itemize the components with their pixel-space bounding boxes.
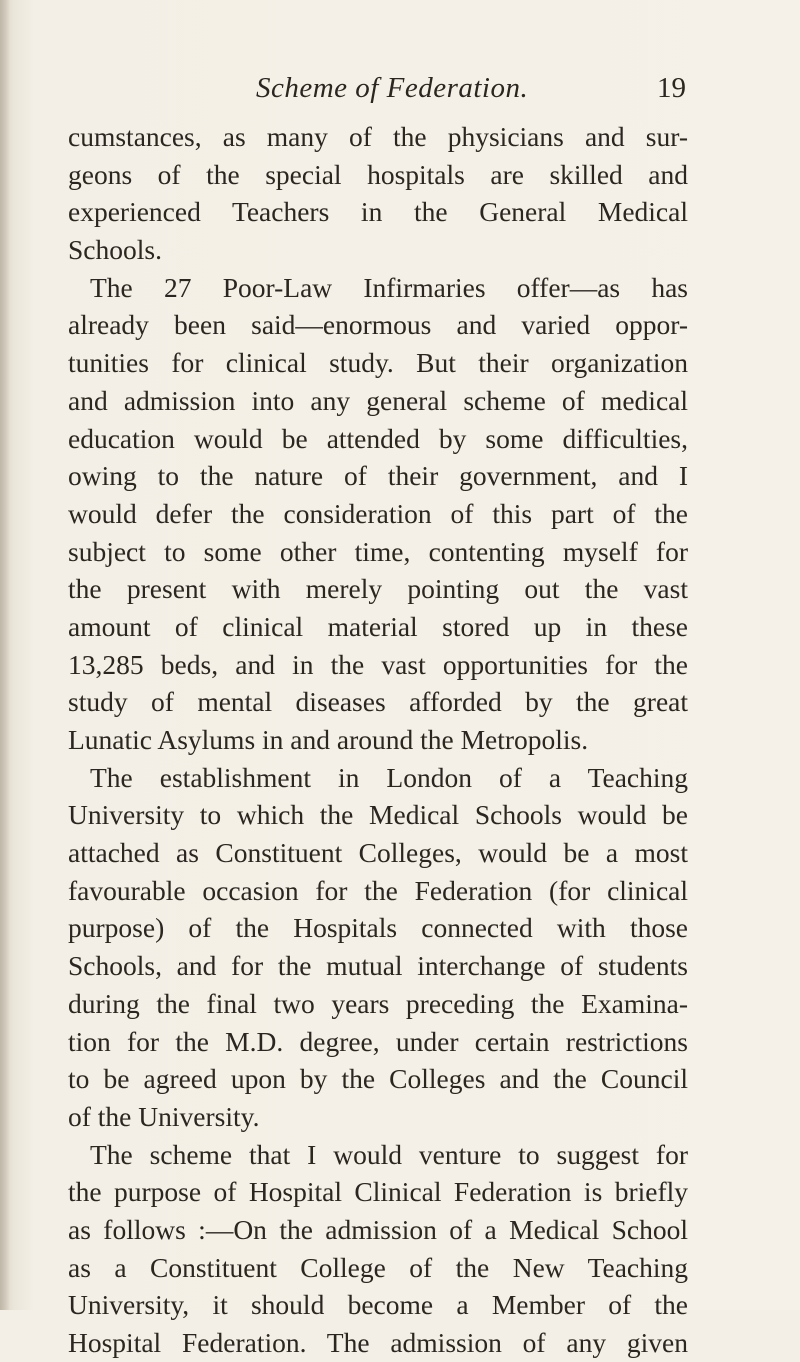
text-line: purpose) of the Hospitals connected with those (68, 912, 688, 944)
text-line: attached as Constituent Colleges, would be a most (68, 837, 688, 869)
text-line: the present with merely pointing out the vast (68, 573, 688, 605)
text-line: favourable occasion for the Federation (for clinical (68, 874, 688, 906)
text-line: tunities for clinical study. But their organization (68, 347, 688, 379)
text-line: the purpose of Hospital Clinical Federation is briefly (68, 1176, 688, 1208)
text-line: of the University. (68, 1100, 260, 1132)
page-gutter-shadow (0, 0, 10, 1310)
text-line: already been said—enormous and varied oppor- (68, 309, 688, 341)
text-line: 13,285 beds, and in the vast opportunities for the (68, 648, 688, 680)
text-line: during the final two years preceding the Examina- (68, 987, 688, 1019)
text-line: education would be attended by some difficulties, (68, 422, 688, 454)
text-line: subject to some other time, contenting myself for (68, 535, 688, 567)
text-line: Schools. (68, 234, 162, 266)
text-line: as follows :—On the admission of a Medical School (68, 1213, 688, 1245)
body-text (68, 118, 688, 1362)
text-line: experienced Teachers in the General Medical (68, 196, 688, 228)
text-line: owing to the nature of their government, and I (68, 460, 688, 492)
text-line: Hospital Federation. The admission of any given (68, 1327, 688, 1358)
page-number: 19 (657, 72, 686, 104)
text-line: amount of clinical material stored up in these (68, 610, 688, 642)
text-line: The establishment in London of a Teaching (90, 761, 688, 793)
text-line: study of mental diseases afforded by the great (68, 686, 688, 718)
text-line: tion for the M.D. degree, under certain restrictions (68, 1025, 688, 1057)
text-line: as a Constituent College of the New Teaching (68, 1251, 688, 1283)
running-header (256, 72, 686, 112)
text-line: would defer the consideration of this part of the (68, 497, 688, 529)
text-line: to be agreed upon by the Colleges and the Council (68, 1063, 688, 1095)
text-line: The 27 Poor-Law Infirmaries offer—as has (90, 271, 688, 303)
text-line: Schools, and for the mutual interchange of students (68, 950, 688, 982)
text-line: The scheme that I would venture to suggest for (90, 1138, 688, 1170)
text-line: geons of the special hospitals are skilled and (68, 158, 688, 190)
text-line: Lunatic Asylums in and around the Metropolis. (68, 724, 589, 755)
text-line: University to which the Medical Schools would be (68, 799, 688, 831)
running-header-title: Scheme of Federation. (256, 72, 529, 104)
text-line: and admission into any general scheme of medical (68, 384, 688, 416)
text-line: cumstances, as many of the physicians and sur- (68, 121, 688, 152)
text-line: University, it should become a Member of the (68, 1289, 688, 1321)
